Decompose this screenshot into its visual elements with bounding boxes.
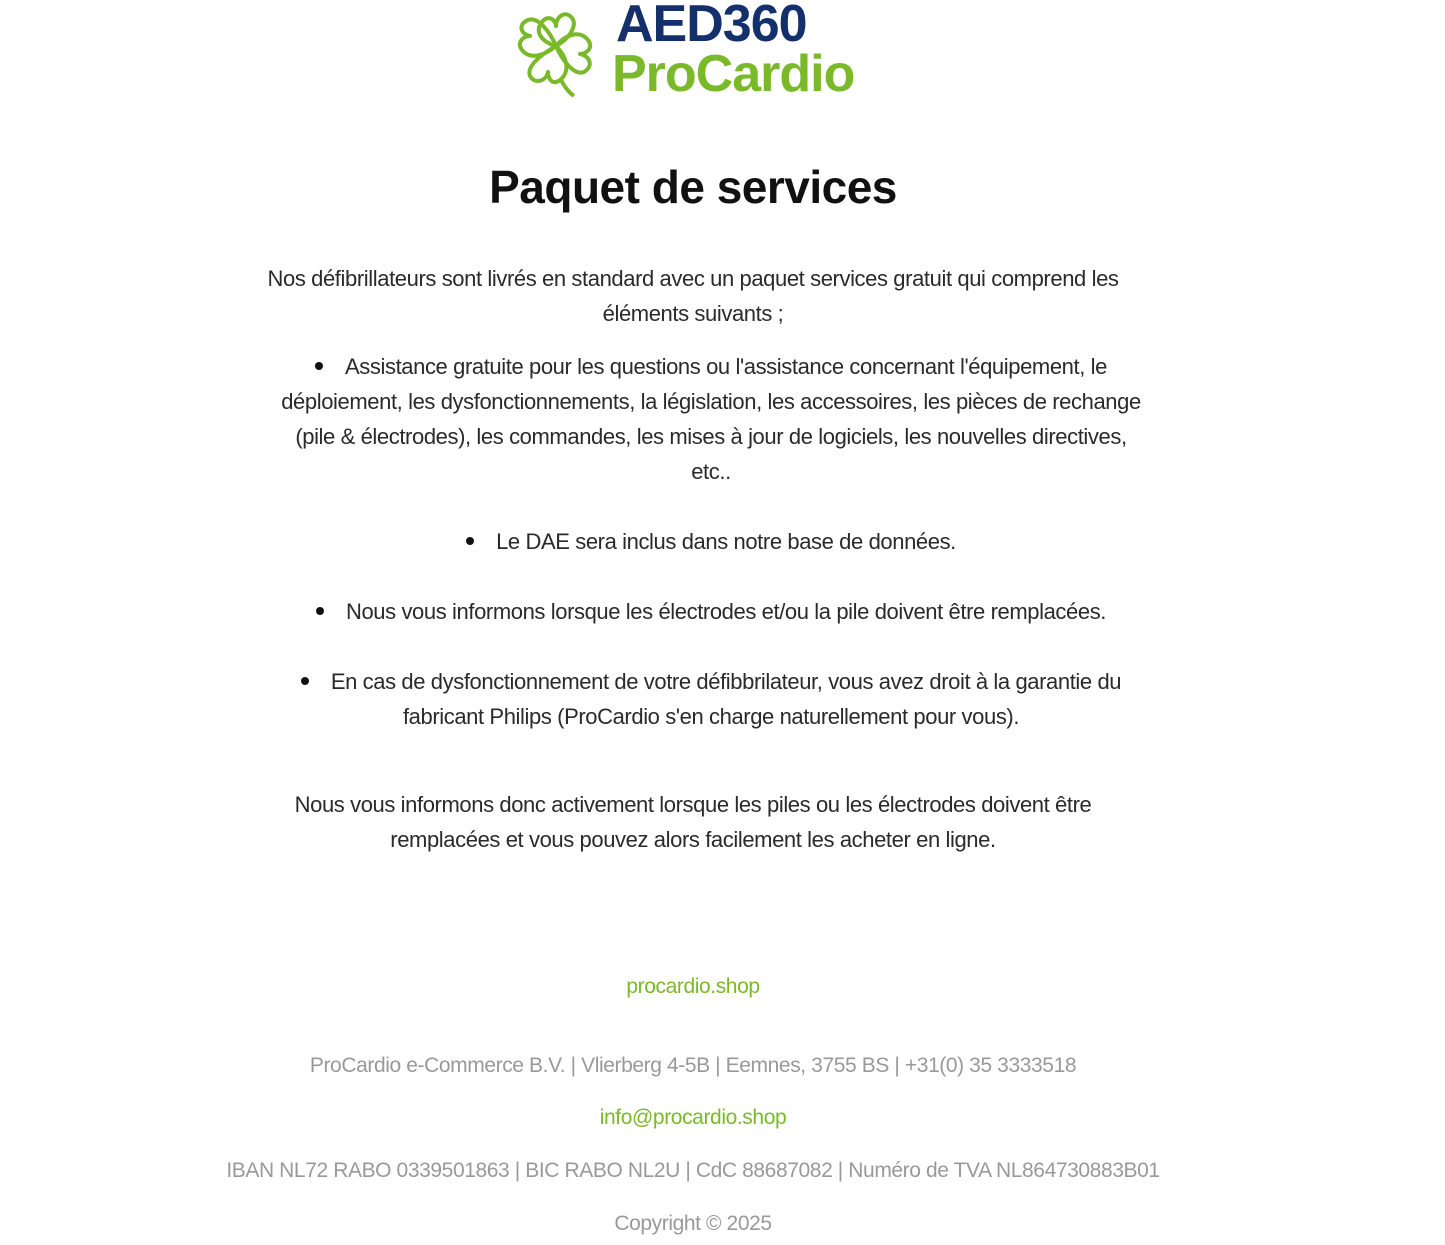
list-item-text: En cas de dysfonctionnement de votre défibbrilateur, vous avez droit à la garantie du fabricant Philips (ProCardio s'en charge naturellement pour vous). — [330, 669, 1122, 729]
page-title: Paquet de services — [489, 161, 897, 213]
closing-paragraph: Nous vous informons donc activement lorsque les piles ou les électrodes doivent être remplacées et vous pouvez alors facilement les acheter en ligne. — [294, 792, 1092, 852]
list-item-text: Nous vous informons lorsque les électrodes et/ou la pile doivent être remplacées. — [345, 599, 1107, 624]
intro-paragraph: Nos défibrillateurs sont livrés en standard avec un paquet services gratuit qui comprend les éléments suivants ; — [267, 266, 1119, 326]
company-address: ProCardio e-Commerce B.V. | Vlierberg 4-5B | Eemnes, 3755 BS | +31(0) 35 3333518 — [309, 1054, 1077, 1077]
logo — [512, 0, 882, 103]
bullet-icon — [315, 362, 323, 370]
bullet-icon — [301, 677, 309, 685]
bullet-icon — [466, 537, 474, 545]
list-item — [278, 349, 1144, 489]
list-item-text: Le DAE sera inclus dans notre base de données. — [496, 529, 956, 554]
copyright: Copyright © 2025 — [614, 1212, 772, 1235]
bullet-icon — [316, 607, 324, 615]
list-item — [278, 524, 1144, 559]
website-link[interactable]: procardio.shop — [626, 975, 760, 998]
list-item — [278, 664, 1144, 734]
four-leaf-clover-icon — [512, 2, 602, 98]
email-link[interactable]: info@procardio.shop — [599, 1106, 787, 1129]
list-item-text: Assistance gratuite pour les questions ou l'assistance concernant l'équipement, le déploiement, les dysfonctionnements, la législation, les accessoires, les pièces de rechange (pile & électrodes), les commandes, les mises à jour de logiciels, les nouvelles directives, etc.. — [281, 354, 1141, 484]
bank-details: IBAN NL72 RABO 0339501863 | BIC RABO NL2U | CdC 88687082 | Numéro de TVA NL864730883B01 — [226, 1159, 1160, 1182]
list-item — [278, 594, 1144, 629]
logo-text-aed360: AED360 — [616, 0, 807, 53]
logo-text-procardio: ProCardio — [612, 45, 855, 103]
